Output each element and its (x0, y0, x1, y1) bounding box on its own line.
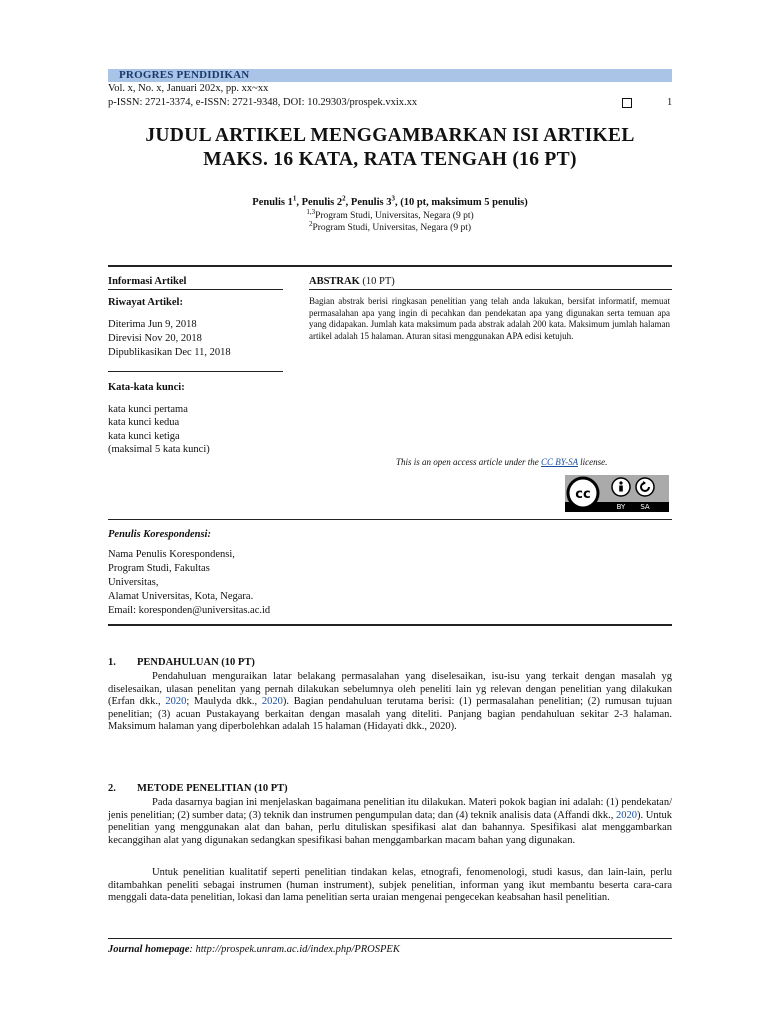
license-pre: This is an open access article under the (396, 457, 541, 467)
article-title (108, 124, 672, 172)
corr-university: Universitas, (108, 577, 159, 588)
section-2-number: 2. (108, 783, 116, 794)
section-1-paragraph (108, 671, 672, 734)
journal-homepage (108, 944, 400, 955)
published-date: Dipublikasikan Dec 11, 2018 (108, 347, 231, 358)
corr-program: Program Studi, Fakultas (108, 563, 210, 574)
homepage-label: Journal homepage (108, 944, 190, 955)
author-2-sup: 2 (342, 194, 346, 203)
author-note: , (10 pt, maksimum 5 penulis) (394, 197, 528, 208)
author-1: Penulis 1 (252, 197, 293, 208)
info-heading: Informasi Artikel (108, 276, 187, 287)
table-top-rule (108, 265, 672, 267)
abstract-heading (309, 276, 395, 288)
issn-line: p-ISSN: 2721-3374, e-ISSN: 2721-9348, DOI: 10.29303/prospek.vxix.xx (108, 97, 418, 108)
aff-1-text: Program Studi, Universitas, Negara (9 pt) (315, 211, 474, 221)
badge-sa-label: SA (640, 503, 650, 511)
author-1-sup: 1 (292, 194, 297, 203)
s1-cite-1[interactable]: 2020 (165, 696, 187, 708)
affiliation-1 (108, 207, 672, 222)
corr-name: Nama Penulis Korespondensi, (108, 549, 235, 560)
abstract-heading-text: ABSTRAK (309, 276, 360, 287)
license-post: license. (577, 457, 608, 467)
history-rule (108, 371, 283, 372)
homepage-url[interactable]: : http://prospek.unram.ac.id/index.php/PROSPEK (189, 944, 400, 955)
license-line (396, 457, 607, 467)
affiliation-2 (108, 219, 672, 234)
table-bottom-rule (108, 624, 672, 626)
history-heading: Riwayat Artikel: (108, 297, 183, 308)
author-line (108, 194, 672, 208)
s1-text-3: ). Bagian pendahuluan terutama berisi: (1) permasalahan penelitian; (2) rumusan tujuan penelitian; (3) acuan Pustakayang berkaitan dengan masalah yang diteliti. Panjang bagian pendahuluan sekitar 2-3 halaman. Maksimum halaman yang diperbolehkan adalah 15 halaman (Hidayati dkk., 2020). (108, 696, 672, 733)
received-date: Diterima Jun 9, 2018 (108, 319, 197, 330)
s2-text-2: ). Untuk penelitian yang menggunakan alat dan bahan, perlu dituliskan spesifikasi alat dan bahannya. Spesifikasi alat menggambarkan kecanggihan alat yang digunakan sedangkan spesifikasi bahan menggambarkan macam bahan yang digunakan. (108, 809, 672, 846)
journal-name: PROGRES PENDIDIKAN (119, 69, 250, 81)
square-icon (622, 98, 632, 108)
title-line-2: MAKS. 16 KATA, RATA TENGAH (16 PT) (203, 149, 577, 170)
aff-2-sup: 2 (308, 219, 313, 228)
author-3-sup: 3 (391, 194, 395, 203)
volume-line: Vol. x, No. x, Januari 202x, pp. xx~xx (108, 83, 269, 94)
keywords-rule (108, 519, 672, 520)
author-3: , Penulis 3 (345, 197, 392, 208)
s1-text-2: ; Maulyda dkk., (186, 696, 262, 708)
footer-rule (108, 938, 672, 939)
abstract-heading-note: (10 PT) (359, 276, 395, 287)
s2-cite-1[interactable]: 2020 (615, 809, 637, 821)
section-2-title: METODE PENELITIAN (10 PT) (137, 783, 288, 794)
keyword-1: kata kunci pertama (108, 404, 188, 415)
revised-date: Direvisi Nov 20, 2018 (108, 333, 202, 344)
section-1-number: 1. (108, 657, 116, 668)
svg-text:cc: cc (575, 487, 591, 502)
keyword-3: kata kunci ketiga (108, 431, 180, 442)
keyword-2: kata kunci kedua (108, 417, 180, 428)
author-2: , Penulis 2 (296, 197, 343, 208)
cc-by-sa-badge[interactable] (565, 475, 669, 512)
cc-by-sa-link[interactable]: CC BY-SA (540, 457, 578, 467)
badge-by-label: BY (616, 503, 626, 511)
corr-email: Email: koresponden@universitas.ac.id (108, 605, 271, 616)
title-line-1: JUDUL ARTIKEL MENGGAMBARKAN ISI ARTIKEL (145, 125, 635, 146)
s1-text-1: Pendahuluan menguraikan latar belakang permasalahan yang diselesaikan, isu-isu yang terkait dengan masalah yg diselesaikan, ulasan penelitan yang pernah dilakukan sebelumnya oleh peneliti lain yg relevan dengan penelitian yang dilakukan (Erfan dkk., (108, 671, 672, 708)
s1-cite-2[interactable]: 2020 (261, 696, 283, 708)
page-number: 1 (667, 97, 673, 108)
info-header-rule (108, 289, 283, 290)
section-2-paragraph-1 (108, 797, 672, 847)
corresponding-heading: Penulis Korespondensi: (108, 529, 211, 540)
abstract-body: Bagian abstrak berisi ringkasan penelitian yang telah anda lakukan, bersifat informatif, memuat permasalahan apa yang ingin di pecahkan dan pendekatan apa yang digunakan serta temuan apa yang didapakan. Jumlah kata maksimum pada abstrak adalah 200 kata. Maksimum jumlah halaman artikel adalah 15 halaman. Aturan sitasi menggunakan APA edisi ketujuh. (309, 296, 670, 341)
corr-address: Alamat Universitas, Kota, Negara. (108, 591, 254, 602)
section-2-paragraph-2: Untuk penelitian kualitatif seperti penelitian tindakan kelas, etnografi, fenomenologi, studi kasus, dan lain-lain, perlu ditambahkan peneliti sebagai instrumen (human instrument), subjek penelitian, informan yang ikut membantu beserta cara-cara menggali data-data penelitian, lokasi dan lama penelitian serta uraian mengenai pengecekan keabsahan hasil penelitian. (108, 867, 672, 904)
keywords-heading: Kata-kata kunci: (108, 382, 185, 393)
section-1-title: PENDAHULUAN (10 PT) (137, 657, 255, 668)
aff-1-sup: 1,3 (306, 207, 316, 216)
s2-text-1: Pada dasarnya bagian ini menjelaskan bagaimana penelitian itu dilakukan. Materi pokok bagian ini adalah: (1) pendekatan/ jenis penelitian; (2) sumber data; (3) teknik dan instrumen pengumpulan data; dan (4) teknik analisis data (Affandi dkk., (108, 797, 672, 821)
keyword-note: (maksimal 5 kata kunci) (108, 444, 210, 455)
aff-2-text: Program Studi, Universitas, Negara (9 pt) (312, 223, 472, 233)
abstract-header-rule (309, 289, 672, 290)
